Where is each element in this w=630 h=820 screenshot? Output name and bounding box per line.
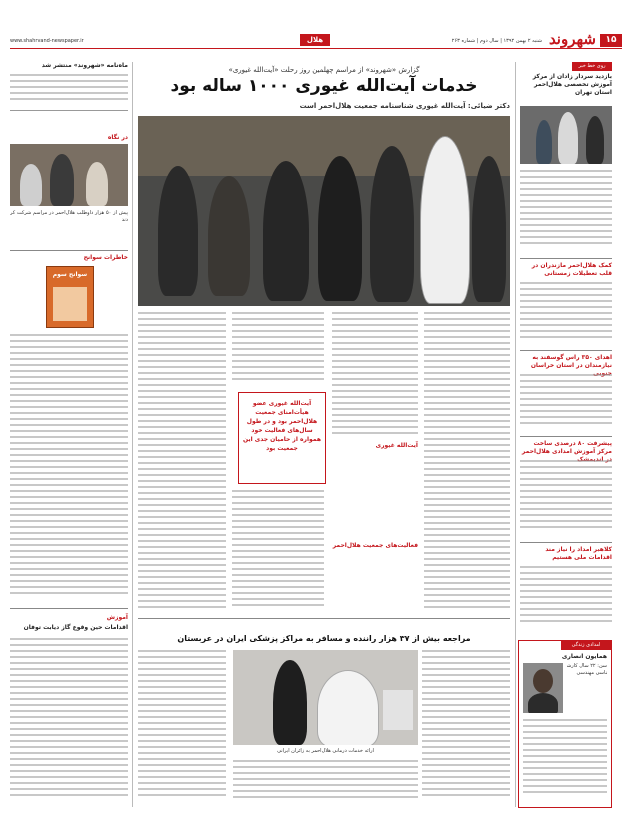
left-top-box-title: ماه‌نامه «شهروند» منتشر شد: [41, 62, 128, 69]
bottom-title: مراجعه بیش از ۳۷ هزار راننده و مسافر به مراکز پزشکی ایران در عربستان: [177, 634, 471, 643]
left-news-caption: پیش از ۵۰ هزار داوطلب هلال‌احمر در مراسم شرکت کردند: [10, 210, 128, 223]
left-news-photo: [10, 144, 128, 206]
header-bar: [10, 20, 622, 50]
profile-tag: امدادی زندگی: [561, 641, 611, 650]
profile-box: [518, 640, 612, 808]
left-tag-education: آموزش: [106, 614, 128, 621]
main-body-col-4: [138, 312, 226, 617]
pull-quote-text: آیت‌الله غیوری عضو هیأت‌امنای جمعیت هلال‌احمر بود و در طول سال‌های فعالیت خود همواره از حامیان جدی این جمعیت بود: [243, 400, 321, 452]
date-line: شنبه ۲ بهمن ۱۳۹۲ | سال دوم | شماره ۲۶۳: [451, 38, 542, 44]
book-cover: [46, 266, 94, 328]
profile-info: سن: ۲۲ سال کارشناسی مهندسی: [567, 663, 607, 676]
headline-sheep: اهدای ۳۵۰ راس گوسفند به نیازمندان در استان خراسان: [530, 354, 612, 369]
main-body-col-2: [332, 312, 418, 617]
visit-photo: [520, 106, 612, 164]
left-tag-news: در نگاه: [107, 134, 128, 141]
main-supertitle: گزارش «شهروند» از مراسم چهلمین روز رحلت «آیت‌الله غیوری»: [228, 66, 420, 74]
bottom-article: [138, 622, 510, 807]
subhead-ghayouri: آیت‌الله غیوری: [375, 442, 418, 449]
website-url: www.shahrvand-newspaper.ir: [10, 38, 84, 44]
profile-photo: [523, 663, 563, 713]
headline-national: کلاهبر امداد را نیاز مند اقدامات ملی هستیم: [545, 546, 612, 561]
bottom-body-left: [138, 650, 226, 805]
left-tag-book: خاطرات سوانح: [83, 254, 128, 261]
sheep-body: [520, 374, 612, 434]
national-body: [520, 566, 612, 636]
headline-mazandaran: کمک هلال‌احمر مازندران در قلب تعطیلات زمستانی: [531, 262, 612, 277]
profile-body: [523, 719, 607, 799]
education-title: اقدامات حین وقوع گاز دیابت توفان: [23, 624, 128, 631]
bottom-body-middle: [233, 760, 418, 805]
main-body-col-3: [232, 312, 324, 387]
andimeshk-body: [520, 460, 612, 540]
education-body: [10, 638, 128, 806]
bottom-body-right: [422, 650, 510, 805]
main-subtitle: دکتر ضیائی: آیت‌الله غیوری شناسنامه جمعیت هلال‌احمر است: [299, 102, 510, 110]
main-photo: [138, 116, 510, 306]
mazandaran-body: [520, 282, 612, 347]
right-column: [520, 62, 612, 807]
bottom-photo: [233, 650, 418, 745]
subhead-activities: فعالیت‌های جمعیت هلال‌احمر: [332, 542, 418, 549]
book-body: [10, 334, 128, 604]
pull-quote-box: [238, 392, 326, 484]
newspaper-logo: شهروند: [548, 30, 596, 48]
page-number-box: ۱۵: [600, 34, 622, 47]
section-tag: هلال: [300, 34, 330, 46]
headline-andimeshk: پیشرفت ۸۰ درصدی ساخت مرکز آموزش امدادی هلال‌احمر: [521, 440, 612, 455]
right-tag-news: روی خط خبر: [572, 62, 612, 71]
left-column: [10, 62, 128, 807]
visit-body: [520, 170, 612, 255]
profile-name: همایون انصاری: [561, 653, 607, 660]
book-cover-title: سوانح سوم: [52, 271, 88, 278]
bottom-photo-caption: ارائه خدمات درمانی هلال‌احمر به زائران ایرانی: [277, 748, 374, 754]
left-top-box: [10, 62, 128, 111]
main-body-col-3b: [232, 490, 324, 615]
main-article: [138, 62, 510, 622]
main-body-col-1: [424, 312, 510, 617]
main-title: خدمات آیت‌الله غیوری ۱۰۰۰ ساله بود: [170, 76, 478, 96]
header-rule: [10, 48, 622, 49]
headline-visit: بازدید سردار زادان از مرکز آموزش تخصصی هلال‌احمر استان تهران: [532, 73, 612, 96]
